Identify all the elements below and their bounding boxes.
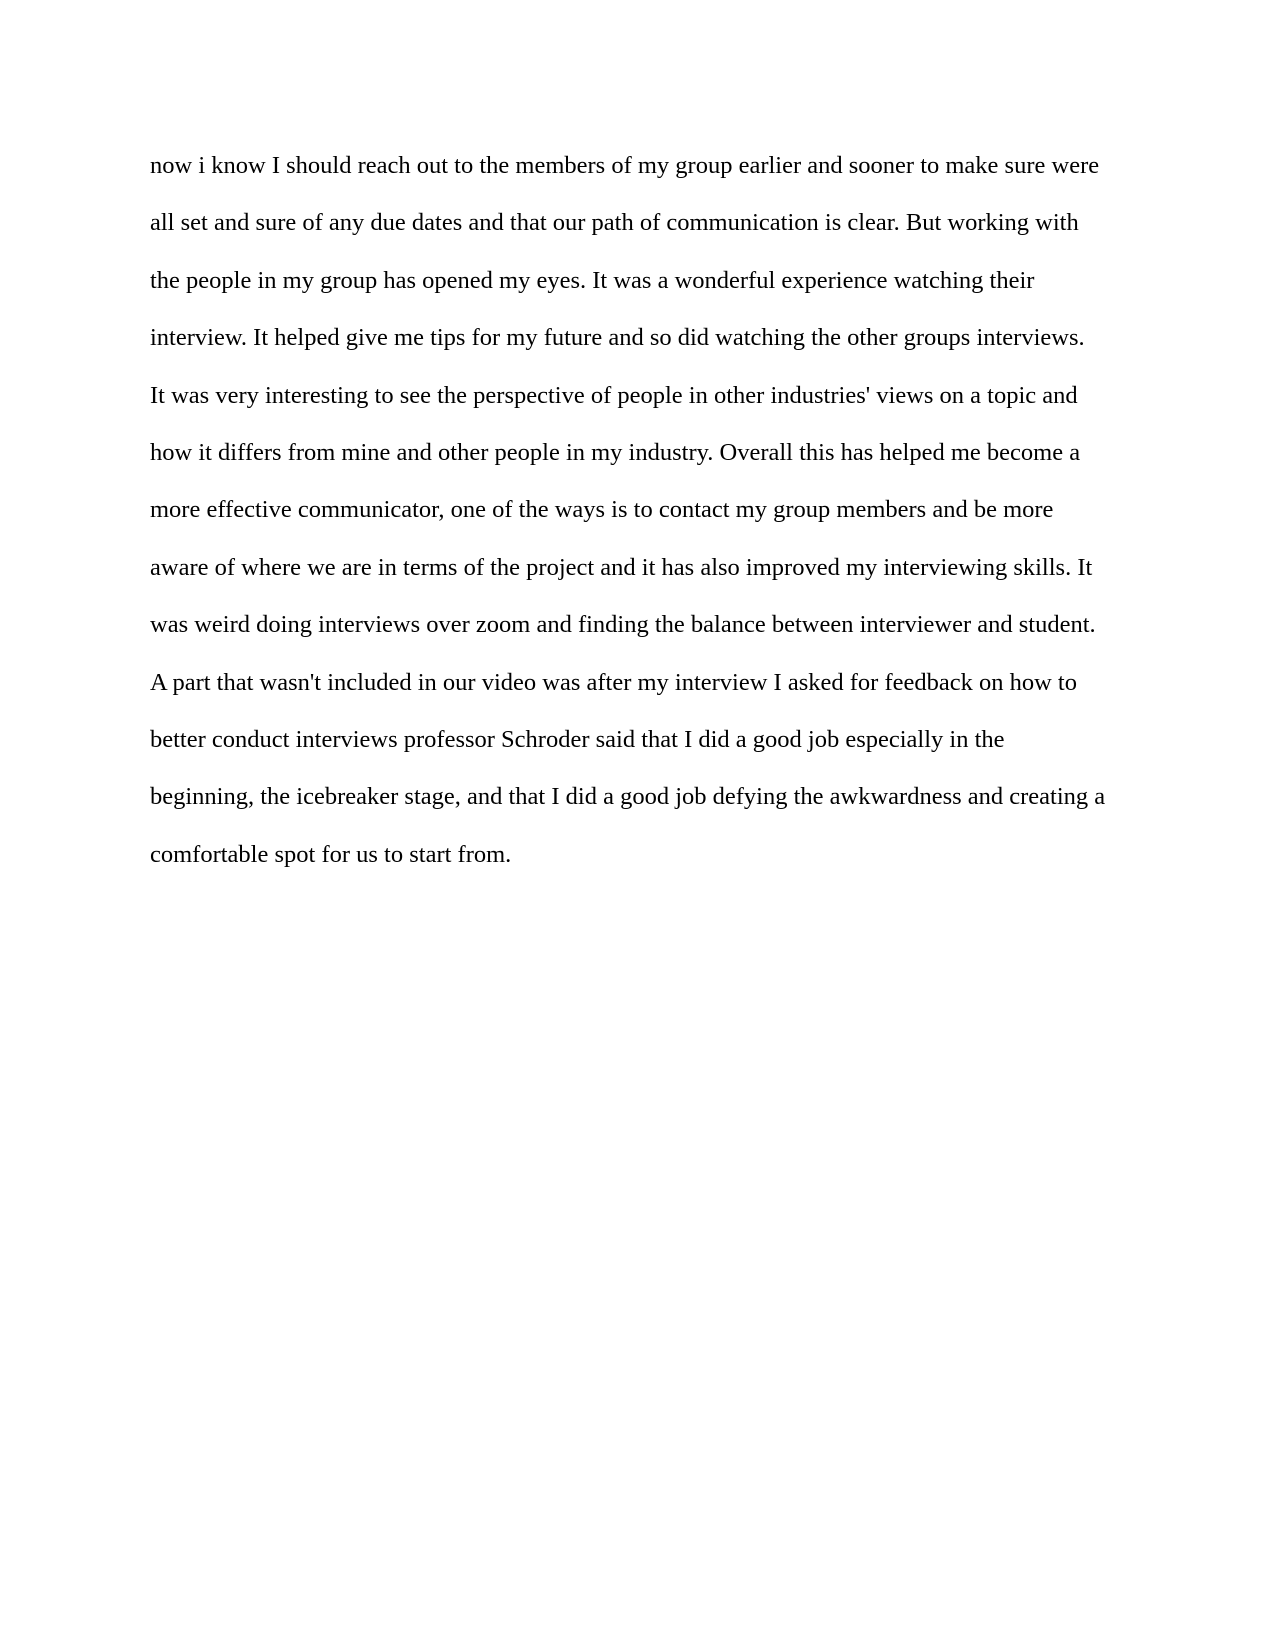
- text-line: was weird doing interviews over zoom and finding the balance between interviewer and student.: [150, 611, 1096, 639]
- text-line: now i know I should reach out to the members of my group earlier and sooner to make sure were: [150, 152, 1100, 179]
- text-line: A part that wasn't included in our video was after my interview I asked for feedback on how to: [150, 668, 1077, 696]
- text-line: all set and sure of any due dates and that our path of communication is clear. But working with: [150, 209, 1079, 237]
- text-line: beginning, the icebreaker stage, and that I did a good job defying the awkwardness and creating a: [150, 783, 1106, 811]
- text-line: comfortable spot for us to start from.: [150, 840, 512, 868]
- body-paragraph: [150, 137, 1150, 883]
- text-line: the people in my group has opened my eyes. It was a wonderful experience watching their: [150, 266, 1035, 294]
- text-line: more effective communicator, one of the ways is to contact my group members and be more: [150, 496, 1054, 524]
- text-line: how it differs from mine and other people in my industry. Overall this has helped me become a: [150, 438, 1081, 466]
- text-line: aware of where we are in terms of the project and it has also improved my interviewing skills. It: [150, 553, 1093, 581]
- text-line: It was very interesting to see the perspective of people in other industries' views on a topic and: [150, 381, 1078, 409]
- text-line: interview. It helped give me tips for my future and so did watching the other groups interviews.: [150, 324, 1085, 352]
- text-line: better conduct interviews professor Schroder said that I did a good job especially in the: [150, 725, 1005, 753]
